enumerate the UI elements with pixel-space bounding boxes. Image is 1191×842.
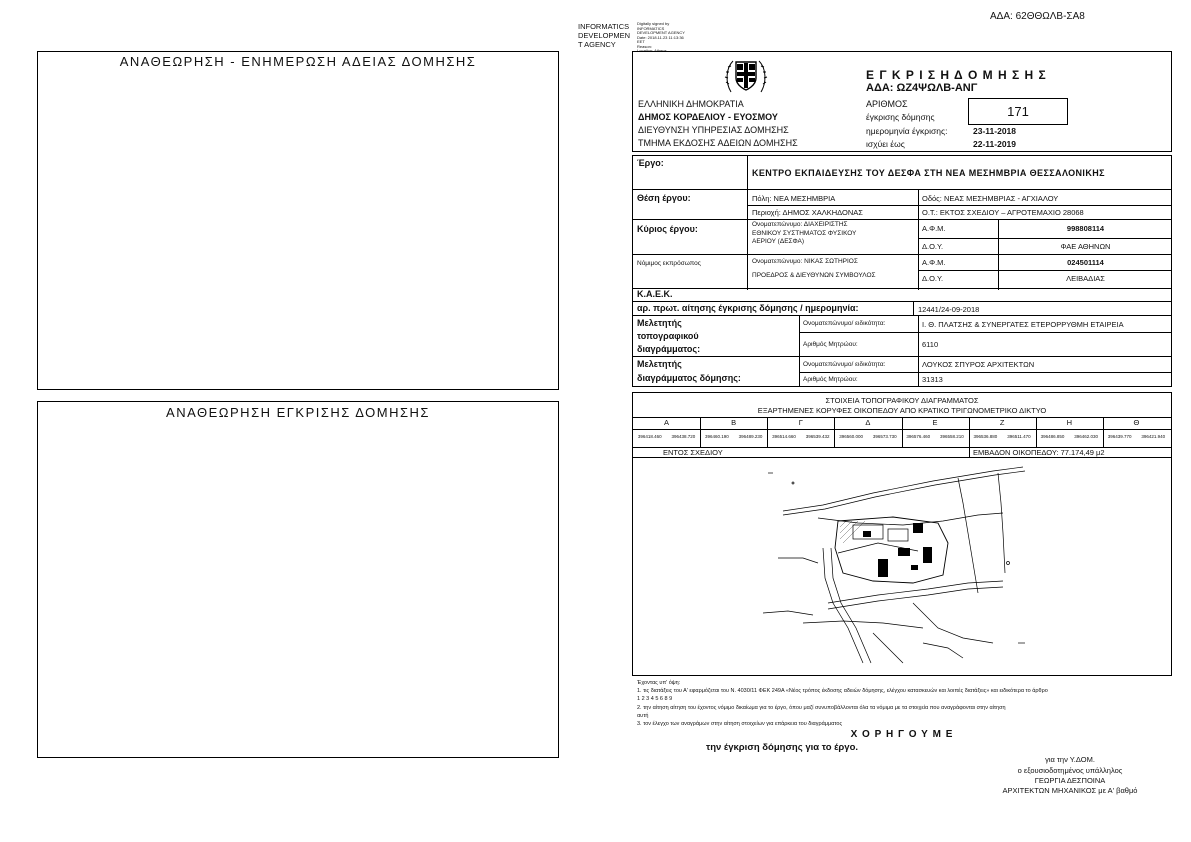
topo-engineer-reg-label: Αριθμός Μητρώου:: [803, 341, 858, 348]
vertex-label: Δ: [865, 418, 871, 427]
greek-coat-of-arms-icon: [723, 54, 769, 98]
vertex-coordinate: 396418.460: [637, 434, 662, 439]
revision-update-box: [37, 51, 559, 390]
note-line: 2. την αίτηση αίτηση του έχοντος νόμιμο δικαίωμα για το έργο, όπου μαζί συνυποβάλλονται όλα τα νόμιμα με τα στοιχεία που αναγράφονται στην αίτηση: [637, 705, 1006, 711]
notes-heading: Έχοντας υπ' όψη:: [637, 680, 681, 686]
approval-header: [632, 51, 1172, 152]
owner-doy: ΦΑΕ ΑΘΗΝΩΝ: [1060, 242, 1111, 251]
vertex-coordinate: 396573.730: [872, 434, 897, 439]
top-ada: ΑΔΑ: 62ΘΘΩΛΒ-ΣΑ8: [990, 11, 1085, 22]
location-label: Θέση έργου:: [637, 193, 691, 203]
topo-engineer-label: Μελετητής τοπογραφικού διαγράμματος:: [637, 318, 701, 354]
vertex-label: Β: [731, 418, 737, 427]
location-city: Πόλη: ΝΕΑ ΜΕΣΗΜΒΡΙΑ: [752, 194, 836, 203]
valid-until-date: 22-11-2019: [973, 139, 1017, 149]
representative-name: Ονοματεπώνυμο: ΝΙΚΑΣ ΣΩΤΗΡΙΟΣ: [752, 258, 858, 265]
vertex-coordinate: 396462.030: [1074, 434, 1098, 439]
vertex-label: Θ: [1133, 418, 1140, 427]
building-engineer-name-label: Ονοματεπώνυμο/ ειδικότητα:: [803, 361, 886, 368]
project-label: Έργο:: [637, 158, 664, 168]
representative-doy-label: Δ.Ο.Υ.: [922, 274, 944, 283]
document-ada: ΑΔΑ: ΩΖ4ΨΩΛΒ-ΑΝΓ: [866, 82, 978, 94]
topo-engineer-reg: 6110: [922, 340, 939, 349]
project-name: ΚΕΝΤΡΟ ΕΚΠΑΙΔΕΥΣΗΣ ΤΟΥ ΔΕΣΦΑ ΣΤΗ ΝΕΑ ΜΕΣΗΜΒΡΙΑ ΘΕΣΣΑΛΟΝΙΚΗΣ: [752, 168, 1105, 178]
org-line: ΤΜΗΜΑ ΕΚΔΟΣΗΣ ΑΔΕΙΩΝ ΔΟΜΗΣΗΣ: [638, 138, 798, 148]
vertex-coordinate: 396438.720: [671, 434, 696, 439]
vertex-coordinate: 396560.000: [839, 434, 864, 439]
grant-subtitle: την έγκριση δόμησης για το έργο.: [705, 742, 859, 753]
vertex-label: Ε: [932, 418, 938, 427]
document-title: Ε Γ Κ Ρ Ι Σ Η Δ Ο Μ Η Σ Η Σ: [866, 68, 1047, 82]
revision-update-title: ΑΝΑΘΕΩΡΗΣΗ - ΕΝΗΜΕΡΩΣΗ ΑΔΕΙΑΣ ΔΟΜΗΣΗΣ: [119, 54, 477, 69]
number-sublabel: έγκρισης δόμησης: [866, 112, 935, 122]
vertex-coordinate: 396576.460: [906, 434, 931, 439]
owner-afm: 998808114: [1066, 224, 1105, 233]
valid-until-label: ισχύει έως: [866, 139, 905, 149]
vertex-header-row: [633, 417, 1170, 429]
vertex-coordinate: 396439.770: [1107, 434, 1132, 439]
location-block: Ο.Τ.: ΕΚΤΟΣ ΣΧΕΔΙΟΥ – ΑΓΡΟΤΕΜΑΧΙΟ 28068: [922, 208, 1084, 217]
stamp-line: DEVELOPMEN: [578, 31, 631, 40]
stamp-line: INFORMATICS: [578, 22, 630, 31]
building-engineer-name: ΛΟΥΚΟΣ ΣΠΥΡΟΣ ΑΡΧΙΤΕΚΤΩΝ: [922, 360, 1035, 369]
vertex-label: Η: [1066, 418, 1073, 427]
vertex-label: Ζ: [999, 418, 1005, 427]
representative-doy: ΛΕΙΒΑΔΙΑΣ: [1066, 274, 1105, 283]
vertex-coordinate: 396486.850: [1040, 434, 1065, 439]
signature-line: για την Υ.ΔΟΜ.: [1045, 755, 1095, 764]
approval-number: 171: [968, 98, 1068, 125]
vertex-coordinate: 396460.190: [705, 434, 729, 439]
revision-approval-box: [37, 401, 559, 758]
topo-engineer-name-label: Ονοματεπώνυμο/ ειδικότητα:: [803, 320, 886, 327]
kaek-label: Κ.Α.Ε.Κ.: [637, 289, 673, 299]
representative-afm-label: Α.Φ.Μ.: [922, 258, 946, 267]
building-engineer-reg-label: Αριθμός Μητρώου:: [803, 376, 858, 383]
vertex-coordinate: 396558.210: [939, 434, 964, 439]
survey-title: ΣΤΟΙΧΕΙΑ ΤΟΠΟΓΡΑΦΙΚΟΥ ΔΙΑΓΡΑΜΜΑΤΟΣ: [825, 396, 979, 405]
protocol-value: 12441/24-09-2018: [918, 305, 980, 314]
building-engineer-reg: 31313: [922, 375, 943, 384]
grant-heading: Χ Ο Ρ Η Γ Ο Υ Μ Ε: [850, 729, 954, 740]
note-line: αυτή: [637, 713, 649, 719]
revision-approval-title: ΑΝΑΘΕΩΡΗΣΗ ΕΓΚΡΙΣΗΣ ΔΟΜΗΣΗΣ: [166, 405, 430, 420]
vertex-coordinate: 396514.660: [772, 434, 796, 439]
vertex-label: Γ: [798, 418, 803, 427]
signature-name: ΓΕΩΡΓΙΑ ΔΕΣΠΟΙΝΑ: [1034, 776, 1106, 785]
topo-engineer-name: Ι. Θ. ΠΛΑΤΣΗΣ & ΣΥΝΕΡΓΑΤΕΣ ΕΤΕΡΟΡΡΥΘΜΗ ΕΤΑΙΡΕΙΑ: [922, 320, 1124, 329]
vertex-coordinate: 396539.432: [805, 434, 830, 439]
representative-label: Νόμιμος εκπρόσωπος: [637, 260, 701, 267]
project-data-table: [632, 155, 1172, 387]
org-line: ΔΗΜΟΣ ΚΟΡΔΕΛΙΟΥ - ΕΥΟΣΜΟΥ: [638, 112, 778, 122]
vertex-coordinate: 396536.880: [973, 434, 998, 439]
issue-date: 23-11-2018: [973, 126, 1017, 136]
vertex-coordinate: 396421.940: [1141, 434, 1166, 439]
survey-subtitle: ΕΞΑΡΤΗΜΕΝΕΣ ΚΟΡΥΦΕΣ ΟΙΚΟΠΕΔΟΥ ΑΠΟ ΚΡΑΤΙΚΟ ΤΡΙΓΩΝΟΜΕΤΡΙΚΟ ΔΙΚΤΥΟ: [757, 406, 1047, 415]
plan-status: ΕΝΤΟΣ ΣΧΕΔΙΟΥ: [663, 448, 723, 457]
signature-line: ο εξουσιοδοτημένος υπάλληλος: [1017, 766, 1123, 775]
signature-title: ΑΡΧΙΤΕΚΤΩΝ ΜΗΧΑΝΙΚΟΣ με Α' βαθμό: [1002, 786, 1138, 795]
owner-doy-label: Δ.Ο.Υ.: [922, 242, 944, 251]
issue-date-label: ημερομηνία έγκρισης:: [866, 126, 948, 136]
location-street: Οδός: ΝΕΑΣ ΜΕΣΗΜΒΡΙΑΣ - ΑΓΧΙΑΛΟΥ: [922, 194, 1059, 203]
note-line: 3. τον έλεγχο των αναγράμων στην αίτηση στοιχείων για επάρκεια του διαγράμματος: [637, 721, 843, 727]
plot-area: ΕΜΒΑΔΟΝ ΟΙΚΟΠΕΔΟΥ: 77.174,49 μ2: [973, 448, 1105, 457]
building-engineer-label: Μελετητής διαγράμματος δόμησης:: [637, 359, 741, 383]
org-line: ΔΙΕΥΘΥΝΣΗ ΥΠΗΡΕΣΙΑΣ ΔΟΜΗΣΗΣ: [638, 125, 789, 135]
number-label: ΑΡΙΘΜΟΣ: [866, 99, 908, 109]
coordinate-row: [633, 429, 1170, 447]
note-line: 1 2 3 4 5 6 8 9: [637, 696, 673, 702]
protocol-label: αρ. πρωτ. αίτησης έγκρισης δόμησης / ημερομηνία:: [637, 303, 859, 313]
vertex-coordinate: 396489.230: [738, 434, 763, 439]
owner-name: Ονοματεπώνυμο: ΔΙΑΧΕΙΡΙΣΤΗΣ ΕΘΝΙΚΟΥ ΣΥΣΤΗΜΑΤΟΣ ΦΥΣΙΚΟΥ ΑΕΡΙΟΥ (ΔΕΣΦΑ): [752, 221, 857, 245]
location-region: Περιοχή: ΔΗΜΟΣ ΧΑΛΚΗΔΟΝΑΣ: [752, 208, 863, 217]
vertex-coordinate: 396511.470: [1007, 434, 1031, 439]
vertex-label: Α: [664, 418, 670, 427]
stamp-line: T AGENCY: [578, 40, 616, 49]
note-line: 1. τις διατάξεις του Α' εφαρμόζεται του Ν. 4030/11 ΦΕΚ 249Α «Νέος τρόπος έκδοσης αδειών δόμησης, ελέγχου κατασκευών και λοιπές διατάξεις» και ειδικότερα το άρθρο: [637, 688, 1048, 694]
representative-role: ΠΡΟΕΔΡΟΣ & ΔΙΕΥΘΥΝΩΝ ΣΥΜΒΟΥΛΟΣ: [752, 272, 876, 279]
survey-box: [632, 392, 1172, 676]
owner-afm-label: Α.Φ.Μ.: [922, 224, 946, 233]
owner-label: Κύριος έργου:: [637, 224, 698, 234]
site-plan-drawing: [763, 463, 1033, 668]
org-line: ΕΛΛΗΝΙΚΗ ΔΗΜΟΚΡΑΤΙΑ: [638, 99, 744, 109]
representative-afm: 024501114: [1067, 258, 1104, 267]
stamp-small: Digitally signed by INFORMATICS DEVELOPMENT AGENCY Date: 2018.11.23 11:13:36 EET Reason: Location: Athens: [637, 21, 685, 53]
